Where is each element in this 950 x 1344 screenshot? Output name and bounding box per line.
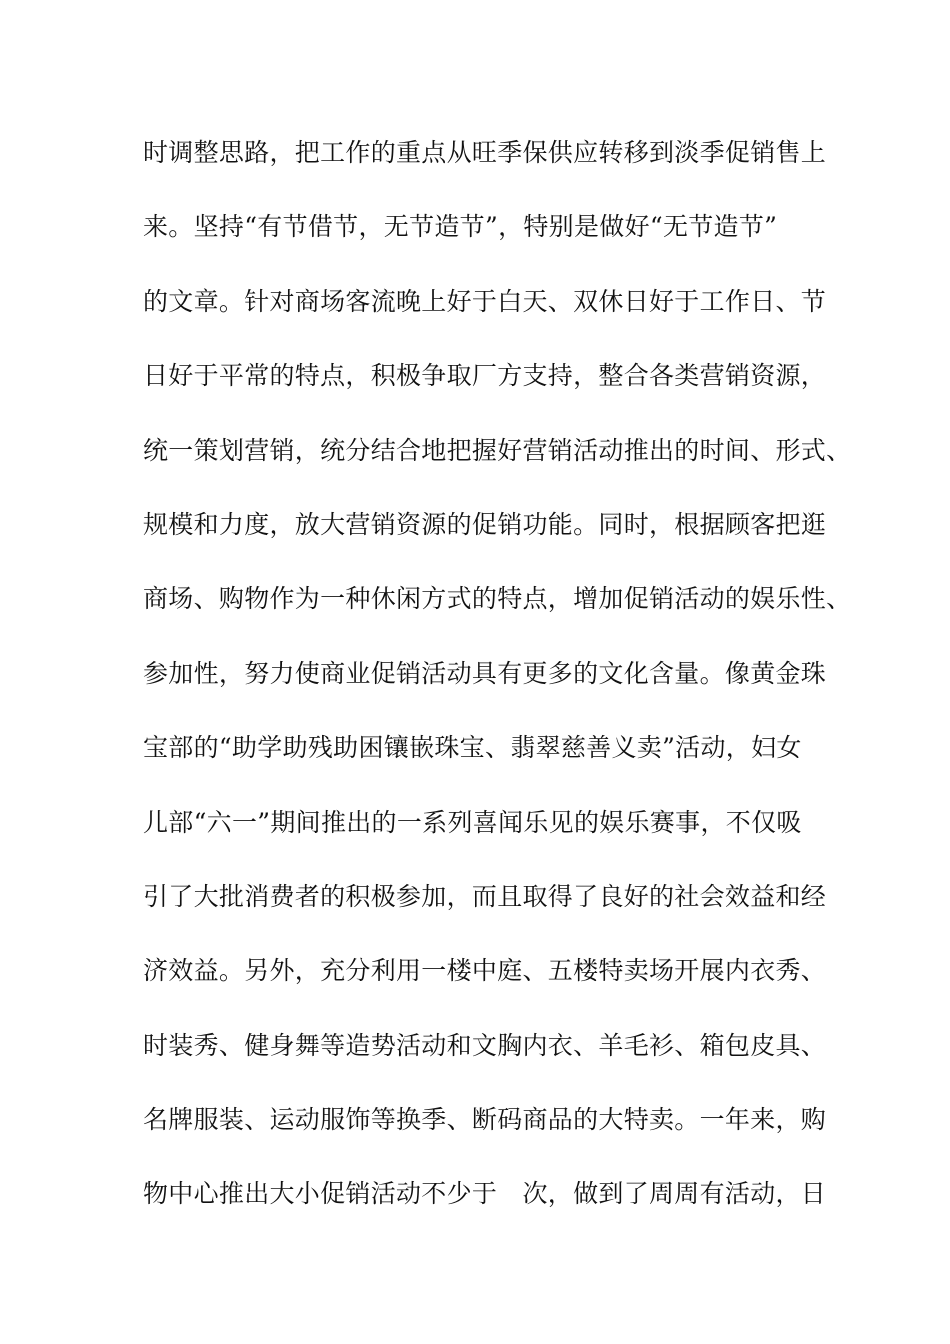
text-line: 规模和力度，放大营销资源的促销功能。同时，根据顾客把逛: [143, 509, 827, 539]
text-line: 参加性，努力使商业促销活动具有更多的文化含量。像黄金珠: [143, 658, 827, 688]
text-line: 日好于平常的特点，积极争取厂方支持，整合各类营销资源，: [143, 361, 827, 391]
text-line: 时装秀、健身舞等造势活动和文胸内衣、羊毛衫、箱包皮具、: [143, 1030, 827, 1060]
text-line: 引了大批消费者的积极参加，而且取得了良好的社会效益和经: [143, 881, 827, 911]
text-line: 儿部“六一”期间推出的一系列喜闻乐见的娱乐赛事，不仅吸: [143, 807, 802, 837]
text-line: 名牌服装、运动服饰等换季、断码商品的大特卖。一年来，购: [143, 1105, 827, 1135]
text-line: 时调整思路，把工作的重点从旺季保供应转移到淡季促销售上: [143, 138, 827, 167]
text-line: 的文章。针对商场客流晚上好于白天、双休日好于工作日、节: [143, 286, 827, 316]
body-text: [143, 130, 852, 1246]
text-line: 来。坚持“有节借节，无节造节”，特别是做好“无节造节”: [143, 212, 778, 242]
text-line: 济效益。另外，充分利用一楼中庭、五楼特卖场开展内衣秀、: [143, 956, 827, 986]
text-line: 宝部的“助学助残助困镶嵌珠宝、翡翠慈善义卖”活动，妇女: [143, 733, 802, 763]
text-line: 统一策划营销，统分结合地把握好营销活动推出的时间、形式、: [143, 435, 852, 465]
text-line: 物中心推出大小促销活动不少于 次，做到了周周有活动，日: [143, 1179, 827, 1209]
text-line: 商场、购物作为一种休闲方式的特点，增加促销活动的娱乐性、: [143, 584, 852, 614]
